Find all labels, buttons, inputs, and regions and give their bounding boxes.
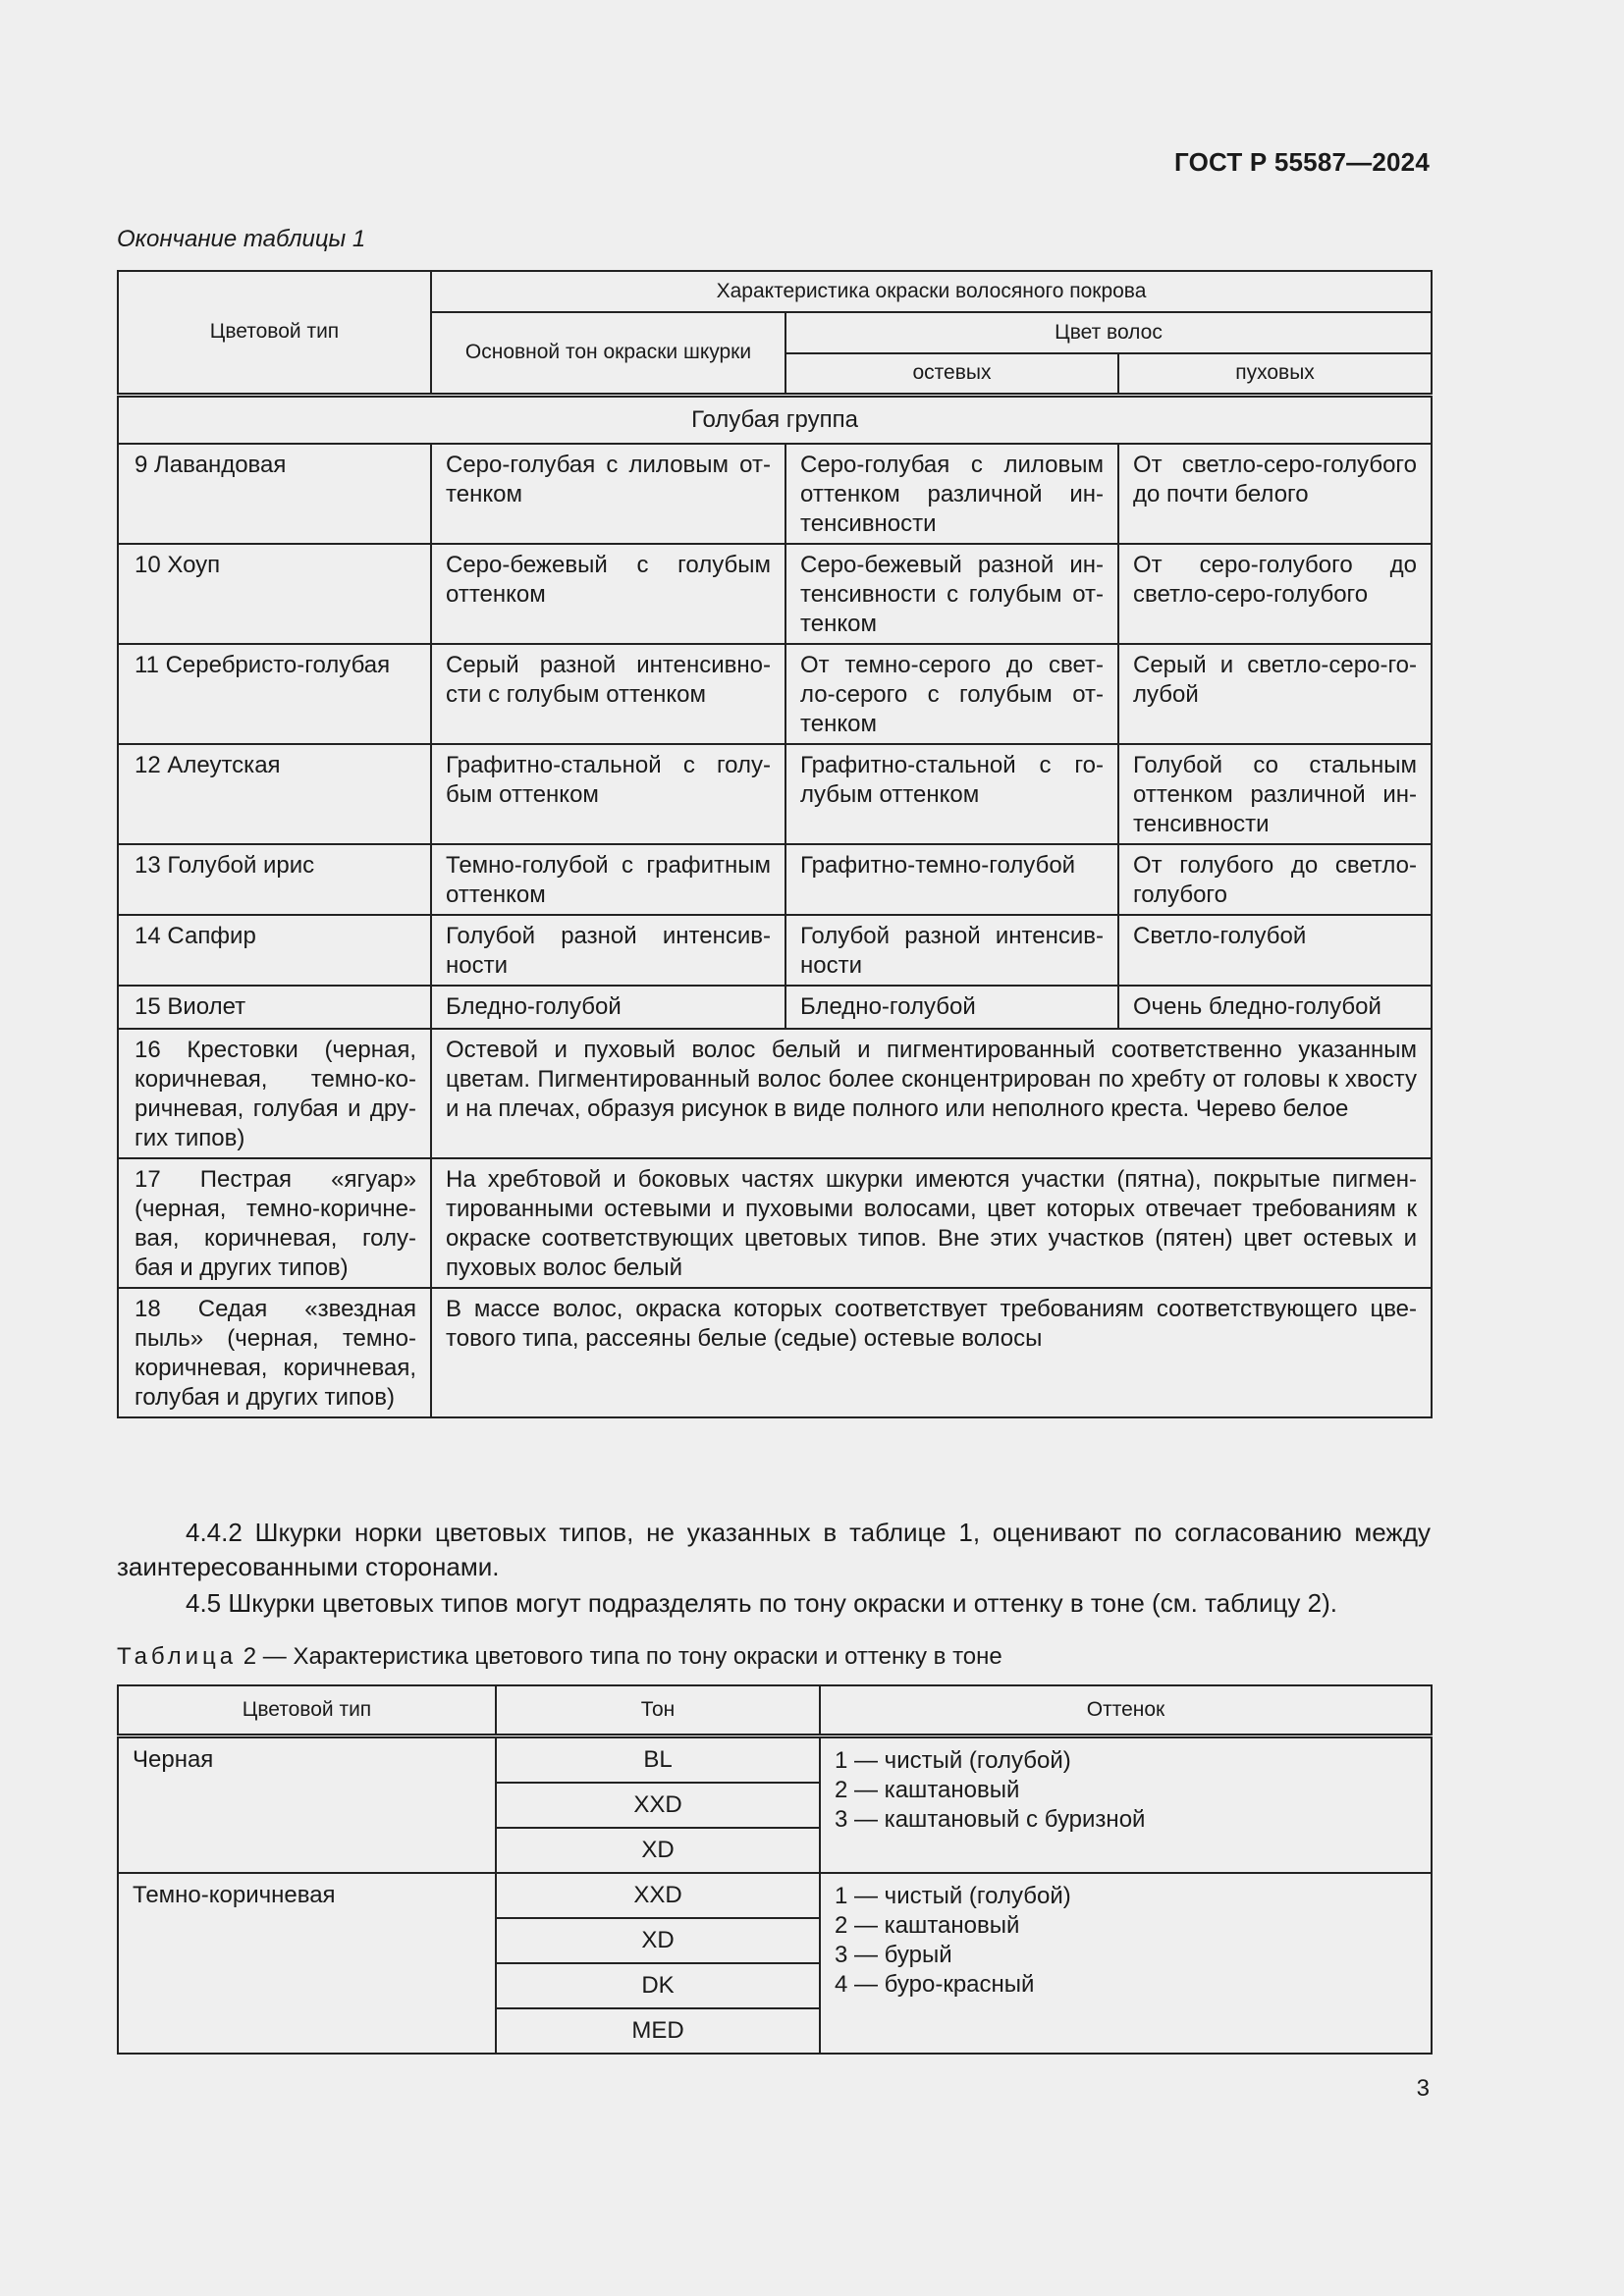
cell-base: Темно-голубой с графитным оттенком <box>431 844 785 915</box>
header-base-tone: Основной тон окраски шкурки <box>431 312 785 395</box>
table-row <box>118 844 1432 915</box>
cell-type: 15 Виолет <box>118 986 431 1029</box>
cell-type: 11 Серебристо-голубая <box>118 644 431 744</box>
page-number: 3 <box>1416 2075 1430 2102</box>
header-hair-color: Цвет волос <box>785 312 1432 353</box>
table-row <box>118 644 1432 744</box>
paragraph-text: 4.5 Шкурки цветовых типов могут подразделять по тону окраски и оттенку в тоне (см. таблицу 2). <box>186 1588 1337 1618</box>
cell-guard: Графитно-стальной с го-лубым оттенком <box>785 744 1118 844</box>
cell-down: Очень бледно-голубой <box>1118 986 1432 1029</box>
cell-type: 16 Крестовки (черная, коричневая, темно-ко-ричневая, голубая и дру-гих типов) <box>118 1029 431 1158</box>
cell-type: Черная <box>118 1736 496 1874</box>
table-1 <box>117 270 1433 1418</box>
cell-down: От серо-голубого до светло-серо-голубого <box>1118 544 1432 644</box>
shade-item: 2 — каштановый <box>835 1912 1020 1939</box>
cell-tone: XXD <box>496 1783 820 1828</box>
cell-type: Темно-коричневая <box>118 1873 496 2054</box>
table-2 <box>117 1684 1433 2055</box>
cell-base: Бледно-голубой <box>431 986 785 1029</box>
group-title: Голубая группа <box>118 395 1432 444</box>
cell-guard: Голубой разной интенсив-ности <box>785 915 1118 986</box>
header-shade: Оттенок <box>820 1685 1432 1736</box>
cell-down: Светло-голубой <box>1118 915 1432 986</box>
cell-down: Серый и светло-серо-го-лубой <box>1118 644 1432 744</box>
header-guard-hair: остевых <box>785 353 1118 395</box>
cell-guard: Серо-бежевый разной ин-тенсивности с голубым от-тенком <box>785 544 1118 644</box>
cell-tone: MED <box>496 2008 820 2054</box>
shade-item: 2 — каштановый <box>835 1777 1020 1803</box>
paragraph-4-4-2 <box>117 1516 1431 1584</box>
table-row <box>118 986 1432 1029</box>
caption-word: Таблица <box>117 1643 238 1670</box>
table-row <box>118 1288 1432 1417</box>
cell-type: 9 Лавандовая <box>118 444 431 544</box>
cell-type: 18 Седая «звездная пыль» (черная, темно-коричневая, коричневая, голубая и других типов) <box>118 1288 431 1417</box>
shade-item: 3 — каштановый с буризной <box>835 1806 1146 1833</box>
shade-item: 4 — буро-красный <box>835 1971 1035 1998</box>
shade-item: 1 — чистый (голубой) <box>835 1747 1071 1774</box>
cell-down: Голубой со стальным оттенком различной ин-тенсивности <box>1118 744 1432 844</box>
cell-base: Серо-бежевый с голубым оттенком <box>431 544 785 644</box>
cell-guard: Бледно-голубой <box>785 986 1118 1029</box>
table-row <box>118 1158 1432 1288</box>
cell-description: Остевой и пуховый волос белый и пигментированный соответственно указанным цветам. Пигментированный волос более сконцентрирован по хребту от головы к хвосту и на плечах, образуя рисунок в виде полного или неполного креста. Черево белое <box>431 1029 1432 1158</box>
cell-type: 10 Хоуп <box>118 544 431 644</box>
cell-tone: XD <box>496 1918 820 1963</box>
header-color-type: Цветовой тип <box>118 1685 496 1736</box>
cell-down: От светло-серо-голубого до почти белого <box>1118 444 1432 544</box>
cell-shades <box>820 1873 1432 2054</box>
cell-tone: XD <box>496 1828 820 1873</box>
cell-base: Серо-голубая с лиловым от-тенком <box>431 444 785 544</box>
cell-tone: DK <box>496 1963 820 2008</box>
cell-guard: От темно-серого до свет-ло-серого с голубым от-тенком <box>785 644 1118 744</box>
table-row <box>118 1029 1432 1158</box>
cell-description: В массе волос, окраска которых соответствует требованиям соответствующего цве-тового типа, рассеяны белые (седые) остевые волосы <box>431 1288 1432 1417</box>
shade-item: 3 — бурый <box>835 1942 952 1968</box>
caption-text: 2 — Характеристика цветового типа по тону окраски и оттенку в тоне <box>237 1643 1002 1670</box>
table-continuation-label: Окончание таблицы 1 <box>117 226 366 252</box>
cell-guard: Графитно-темно-голубой <box>785 844 1118 915</box>
cell-base: Графитно-стальной с голу-бым оттенком <box>431 744 785 844</box>
cell-type: 14 Сапфир <box>118 915 431 986</box>
header-color-type: Цветовой тип <box>118 271 431 395</box>
table-row <box>118 444 1432 544</box>
standard-code: ГОСТ Р 55587—2024 <box>1174 147 1430 177</box>
cell-guard: Серо-голубая с лиловым оттенком различной ин-тенсивности <box>785 444 1118 544</box>
table-row <box>118 544 1432 644</box>
table-row <box>118 744 1432 844</box>
paragraph-text: 4.4.2 Шкурки норки цветовых типов, не указанных в таблице 1, оценивают по согласованию между заинтересованными сторонами. <box>117 1518 1431 1581</box>
cell-type: 13 Голубой ирис <box>118 844 431 915</box>
cell-base: Голубой разной интенсив-ности <box>431 915 785 986</box>
table-row <box>118 1736 1432 1784</box>
cell-type: 12 Алеутская <box>118 744 431 844</box>
cell-type: 17 Пестрая «ягуар» (черная, темно-коричне-вая, коричневая, голу-бая и других типов) <box>118 1158 431 1288</box>
shade-item: 1 — чистый (голубой) <box>835 1883 1071 1909</box>
table-2-caption <box>117 1643 1002 1671</box>
header-down-hair: пуховых <box>1118 353 1432 395</box>
paragraph-4-5 <box>117 1586 1431 1621</box>
cell-shades <box>820 1736 1432 1874</box>
cell-tone: BL <box>496 1736 820 1784</box>
header-characteristic: Характеристика окраски волосяного покрова <box>431 271 1432 312</box>
table-row <box>118 1873 1432 1918</box>
cell-base: Серый разной интенсивно-сти с голубым оттенком <box>431 644 785 744</box>
cell-down: От голубого до светло-голубого <box>1118 844 1432 915</box>
cell-description: На хребтовой и боковых частях шкурки имеются участки (пятна), покрытые пигмен-тированными остевыми и пуховыми волосами, цвет которых отвечает требованиям к окраске соответствующих цветовых типов. Вне этих участков (пятен) цвет остевых и пуховых волос белый <box>431 1158 1432 1288</box>
cell-tone: XXD <box>496 1873 820 1918</box>
table-row <box>118 915 1432 986</box>
header-tone: Тон <box>496 1685 820 1736</box>
